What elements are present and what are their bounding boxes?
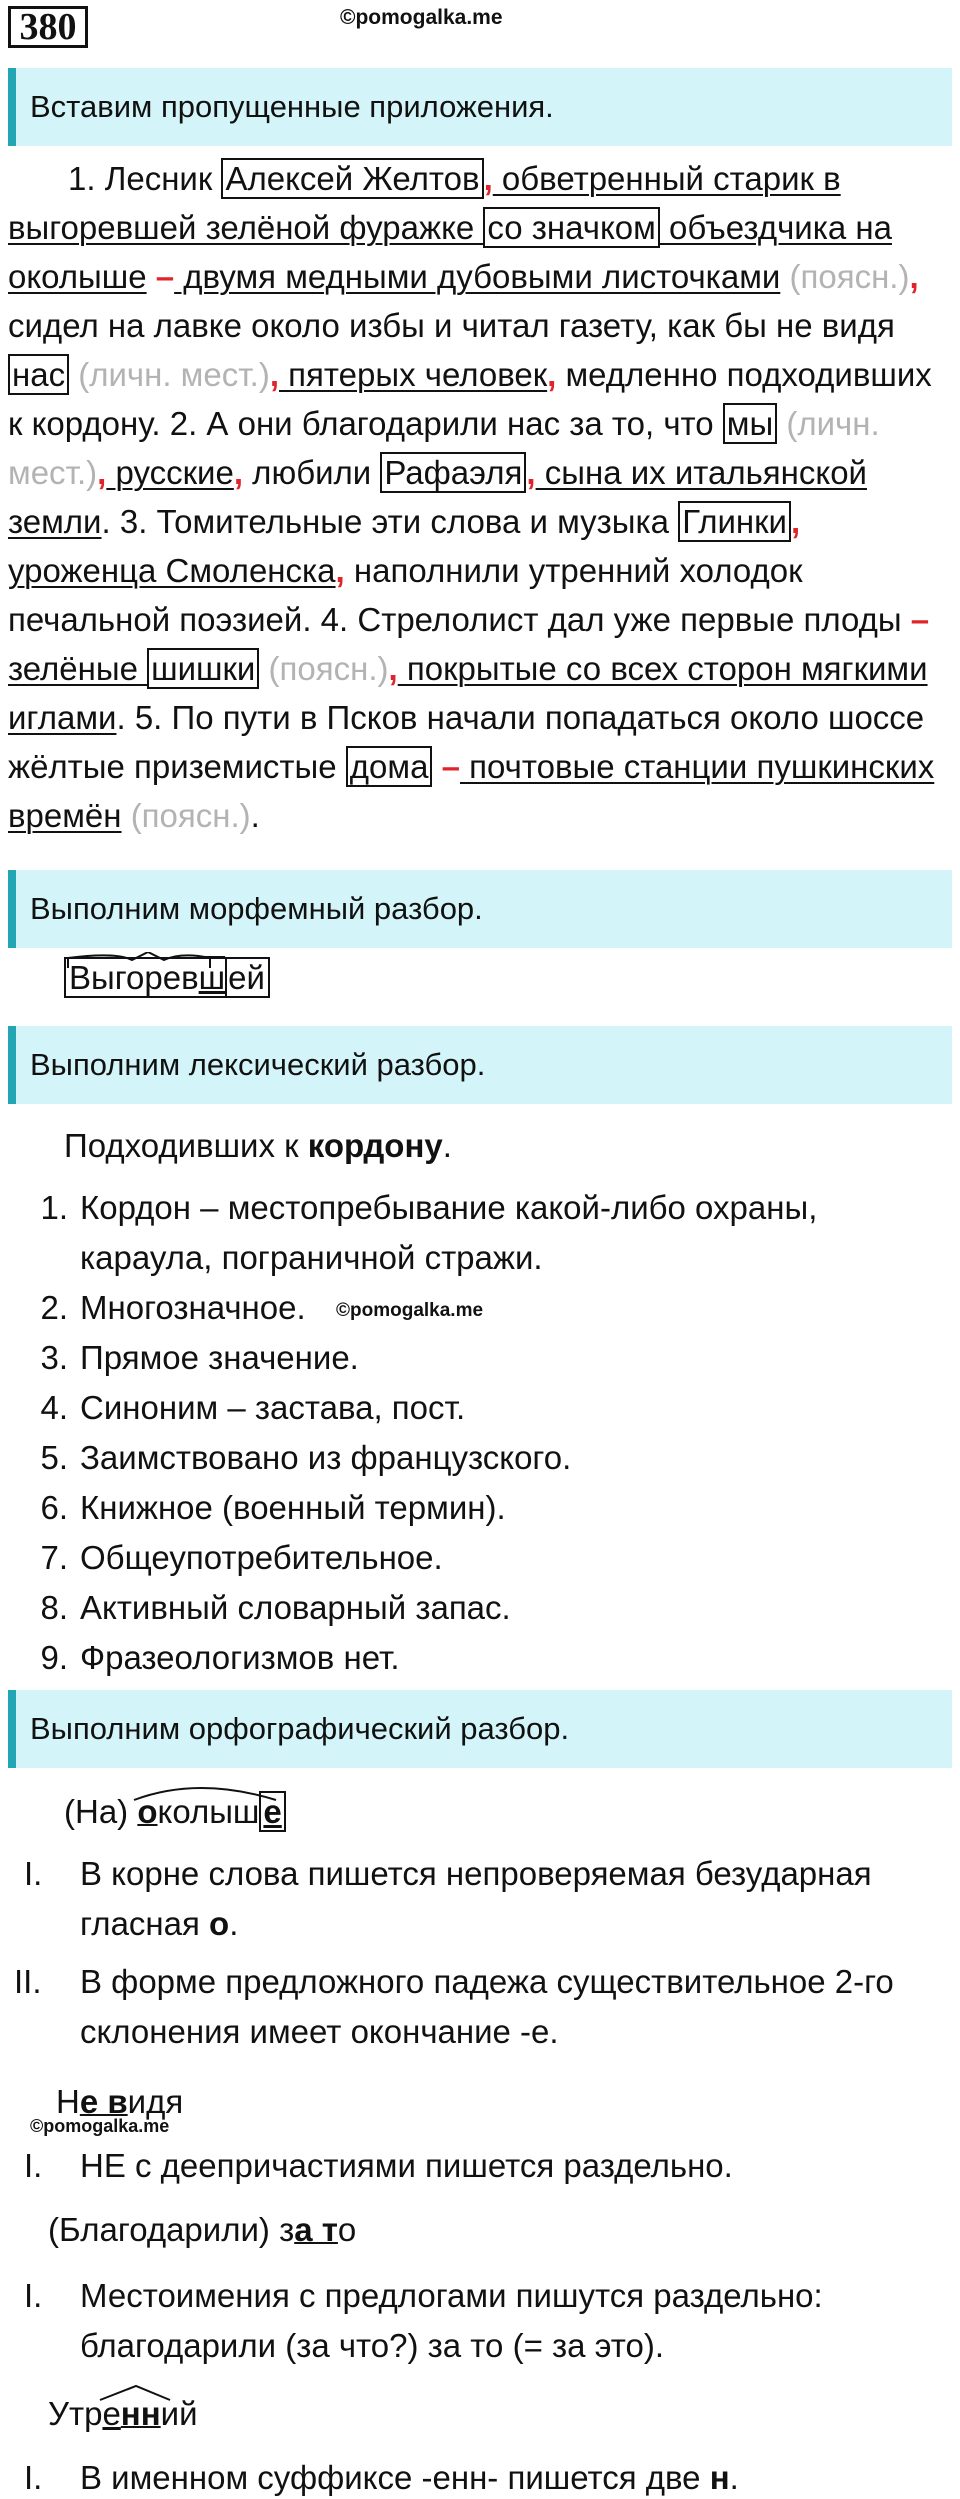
orth-word-3: (Благодарили) за то: [48, 2211, 357, 2248]
appositive-box: мы: [723, 403, 777, 444]
list-number: 1.: [40, 1189, 68, 1226]
rule-text: склонения имеет окончание -е.: [80, 2013, 559, 2050]
rule-text: НЕ с деепричастиями пишется раздельно.: [80, 2147, 733, 2184]
lex-item: Синоним – застава, пост.: [80, 1389, 466, 1426]
roman-numeral: I.: [24, 2459, 43, 2496]
note-label: (личн. мест.): [8, 405, 880, 491]
appositive-box: Рафаэля: [380, 452, 526, 493]
lex-intro: Подходивших к кордону.: [64, 1127, 452, 1164]
lex-item: Прямое значение.: [80, 1339, 359, 1376]
list-number: 6.: [40, 1489, 68, 1526]
morph-word: Выгоревшей: [64, 958, 270, 998]
watermark: ©pomogalka.me: [30, 2116, 170, 2136]
note-label: (поясн.): [789, 258, 910, 295]
section-header-morph: Выполним морфемный разбор.: [8, 870, 952, 948]
orth-word-2: Не видя: [56, 2083, 184, 2120]
rule-text: В корне слова пишется непроверяемая безударная: [80, 1855, 872, 1892]
lex-item: Кордон – местопребывание какой-либо охраны,: [80, 1189, 818, 1226]
appositive-box: Глинки: [678, 501, 791, 542]
list-number: 8.: [40, 1589, 68, 1626]
note-label: (личн. мест.): [78, 356, 270, 393]
note-label: (поясн.): [130, 797, 251, 834]
rule-text: В форме предложного падежа существительное 2-го: [80, 1963, 894, 2000]
section-header-insert: Вставим пропущенные приложения.: [8, 68, 952, 146]
rule-text: В именном суффиксе -енн- пишется две н.: [80, 2459, 739, 2496]
appositive-box: нас: [8, 354, 69, 395]
lex-item: Активный словарный запас.: [80, 1589, 511, 1626]
orth-word-1: (На) околыш е: [64, 1792, 286, 1832]
appositive-box: со значком: [483, 207, 659, 248]
list-number: 3.: [40, 1339, 68, 1376]
lex-item: Общеупотребительное.: [80, 1539, 443, 1576]
lex-item: Книжное (военный термин).: [80, 1489, 506, 1526]
section-header-lex: Выполним лексический разбор.: [8, 1026, 952, 1104]
lex-item: Фразеологизмов нет.: [80, 1639, 400, 1676]
roman-numeral: II.: [14, 1963, 42, 2000]
list-number: 7.: [40, 1539, 68, 1576]
list-number: 9.: [40, 1639, 68, 1676]
roman-numeral: I.: [24, 2147, 43, 2184]
list-number: 4.: [40, 1389, 68, 1426]
note-label: (поясн.): [268, 650, 389, 687]
main-paragraph: 1. Лесник Алексей Желтов , обветренный старик в выгоревшей зелёной фуражке со значком объездчика на околыше – двумя медными дубовыми листочками (поясн.), сидел на лавке около избы и читал газету, как бы не видя нас (личн. мест.), пятерых человек, медленно подходивших к кордону. 2. А они благодарили нас за то, что мы (личн. мест.), русские, любили Рафаэля , сына их итальянской земли. 3. Томительные эти слова и музыка Глинки , уроженца Смоленска, наполнили утренний холодок печальной поэзией. 4. Стрелолист дал уже первые плоды – зелёные шишки (поясн.), покрытые со всех сторон мягкими иглами. 5. По пути в Псков начали попадаться около шоссе жёлтые приземистые дома – почтовые станции пушкинских времён (поясн.).: [8, 160, 935, 834]
task-number: 380: [8, 6, 88, 48]
rule-text: гласная о.: [80, 1905, 239, 1942]
appositive-box: дома: [346, 746, 433, 787]
watermark: ©pomogalka.me: [340, 6, 503, 29]
lex-item: Заимствовано из французского.: [80, 1439, 572, 1476]
section-header-orth: Выполним орфографический разбор.: [8, 1690, 952, 1768]
roman-numeral: I.: [24, 1855, 43, 1892]
lex-item: Многозначное.: [80, 1289, 306, 1326]
list-number: 5.: [40, 1439, 68, 1476]
watermark: ©pomogalka.me: [336, 1300, 484, 1321]
roman-numeral: I.: [24, 2277, 43, 2314]
appositive-box: шишки: [147, 648, 259, 689]
lex-item: караула, пограничной стражи.: [80, 1239, 543, 1276]
appositive-box: Алексей Желтов: [221, 158, 483, 199]
orth-word-4: Утренний: [48, 2395, 198, 2432]
rule-text: Местоимения с предлогами пишутся раздельно:: [80, 2277, 823, 2314]
list-number: 2.: [40, 1289, 68, 1326]
rule-text: благодарили (за что?) за то (= за это).: [80, 2327, 665, 2364]
